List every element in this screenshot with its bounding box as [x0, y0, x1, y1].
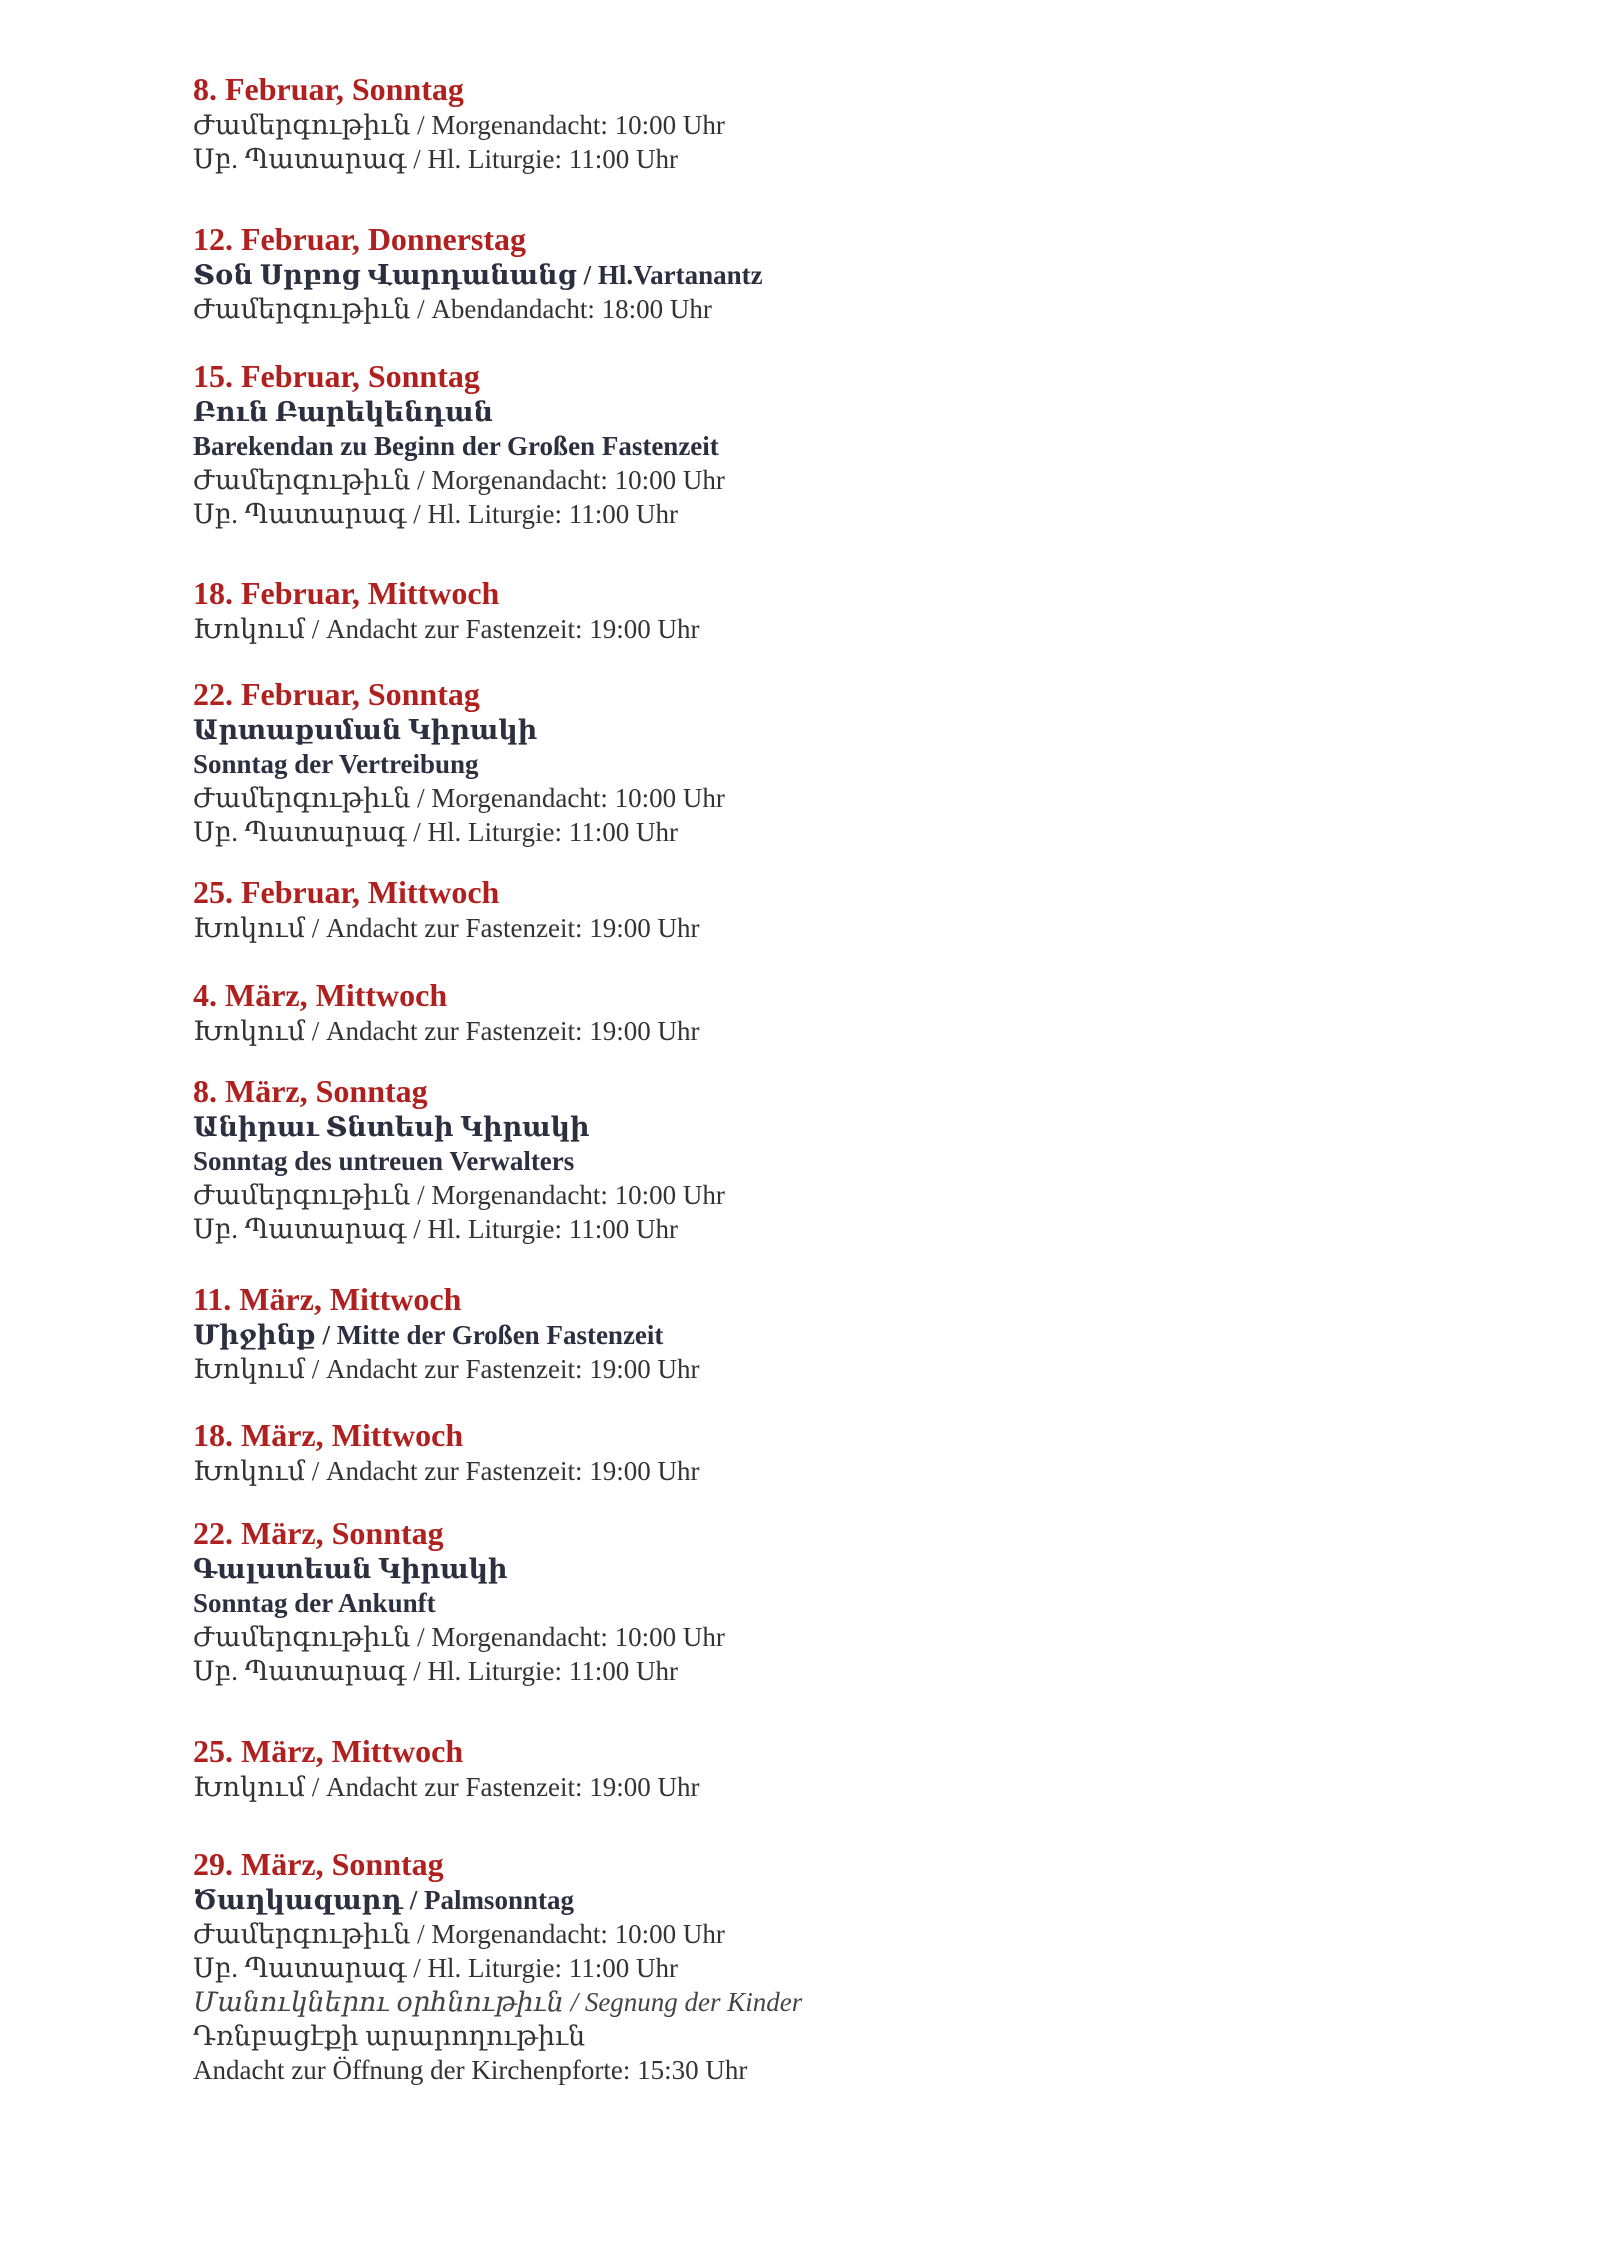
event-entry [193, 1845, 1393, 2087]
event-entry [193, 357, 1393, 531]
event-title: Տօն Սրբոց Վարդանանց / Hl.Vartanantz [193, 260, 763, 290]
event-detail: Սբ. Պատարագ / Hl. Liturgie: 11:00 Uhr [193, 1214, 678, 1244]
event-entry [193, 873, 1393, 945]
event-title: Միջինք / Mitte der Großen Fastenzeit [193, 1320, 664, 1350]
event-entry [193, 1280, 1393, 1386]
event-date: 12. Februar, Donnerstag [193, 221, 527, 257]
event-detail: Խոկում / Andacht zur Fastenzeit: 19:00 Uhr [193, 1772, 700, 1802]
event-title: Բուն Բարեկենդան [193, 397, 494, 427]
event-entry [193, 1072, 1393, 1246]
event-note: Մանուկներու օրհնութիւն / Segnung der Kinder [193, 1987, 803, 2017]
event-date: 22. März, Sonntag [193, 1515, 444, 1551]
event-detail: Սբ. Պատարագ / Hl. Liturgie: 11:00 Uhr [193, 144, 678, 174]
event-date: 25. Februar, Mittwoch [193, 874, 500, 910]
event-entry [193, 574, 1393, 646]
event-date: 4. März, Mittwoch [193, 977, 448, 1013]
event-date: 25. März, Mittwoch [193, 1733, 464, 1769]
event-title: Գալստեան Կիրակի [193, 1554, 508, 1584]
event-date: 22. Februar, Sonntag [193, 676, 480, 712]
event-detail: Ժամերգութիւն / Morgenandacht: 10:00 Uhr [193, 1622, 725, 1652]
event-date: 15. Februar, Sonntag [193, 358, 480, 394]
event-entry [193, 1416, 1393, 1488]
event-title: Արտաքսման Կիրակի [193, 715, 538, 745]
event-date: 18. März, Mittwoch [193, 1417, 464, 1453]
event-detail: Խոկում / Andacht zur Fastenzeit: 19:00 Uhr [193, 913, 700, 943]
event-entry [193, 1732, 1393, 1804]
event-detail: Սբ. Պատարագ / Hl. Liturgie: 11:00 Uhr [193, 499, 678, 529]
event-detail: Ժամերգութիւն / Morgenandacht: 10:00 Uhr [193, 465, 725, 495]
event-detail: Սբ. Պատարագ / Hl. Liturgie: 11:00 Uhr [193, 1656, 678, 1686]
event-date: 18. Februar, Mittwoch [193, 575, 500, 611]
event-title: Sonntag des untreuen Verwalters [193, 1146, 575, 1176]
event-title: Sonntag der Vertreibung [193, 749, 479, 779]
event-entry [193, 976, 1393, 1048]
event-detail: Ժամերգութիւն / Abendandacht: 18:00 Uhr [193, 294, 712, 324]
event-detail: Ժամերգութիւն / Morgenandacht: 10:00 Uhr [193, 1919, 725, 1949]
event-detail: Խոկում / Andacht zur Fastenzeit: 19:00 Uhr [193, 1016, 700, 1046]
event-detail: Սբ. Պատարագ / Hl. Liturgie: 11:00 Uhr [193, 817, 678, 847]
event-title: Անիրաւ Տնտեսի Կիրակի [193, 1112, 590, 1142]
event-date: 8. Februar, Sonntag [193, 71, 464, 107]
event-detail: Խոկում / Andacht zur Fastenzeit: 19:00 Uhr [193, 1354, 700, 1384]
event-detail: Սբ. Պատարագ / Hl. Liturgie: 11:00 Uhr [193, 1953, 678, 1983]
event-date: 29. März, Sonntag [193, 1846, 444, 1882]
event-date: 11. März, Mittwoch [193, 1281, 462, 1317]
event-date: 8. März, Sonntag [193, 1073, 428, 1109]
event-entry [193, 70, 1393, 176]
event-detail: Խոկում / Andacht zur Fastenzeit: 19:00 Uhr [193, 1456, 700, 1486]
event-entry [193, 675, 1393, 849]
event-entry [193, 220, 1393, 326]
event-detail: Ժամերգութիւն / Morgenandacht: 10:00 Uhr [193, 783, 725, 813]
event-title: Sonntag der Ankunft [193, 1588, 436, 1618]
event-detail: Ժամերգութիւն / Morgenandacht: 10:00 Uhr [193, 110, 725, 140]
event-detail: Խոկում / Andacht zur Fastenzeit: 19:00 Uhr [193, 614, 700, 644]
event-detail: Դռնբացէքի արարողութիւն [193, 2021, 586, 2051]
event-title: Barekendan zu Beginn der Großen Fastenzeit [193, 431, 719, 461]
event-detail: Ժամերգութիւն / Morgenandacht: 10:00 Uhr [193, 1180, 725, 1210]
event-entry [193, 1514, 1393, 1688]
event-title: Ծաղկազարդ / Palmsonntag [193, 1885, 574, 1915]
event-detail: Andacht zur Öffnung der Kirchenpforte: 15:30 Uhr [193, 2055, 748, 2085]
